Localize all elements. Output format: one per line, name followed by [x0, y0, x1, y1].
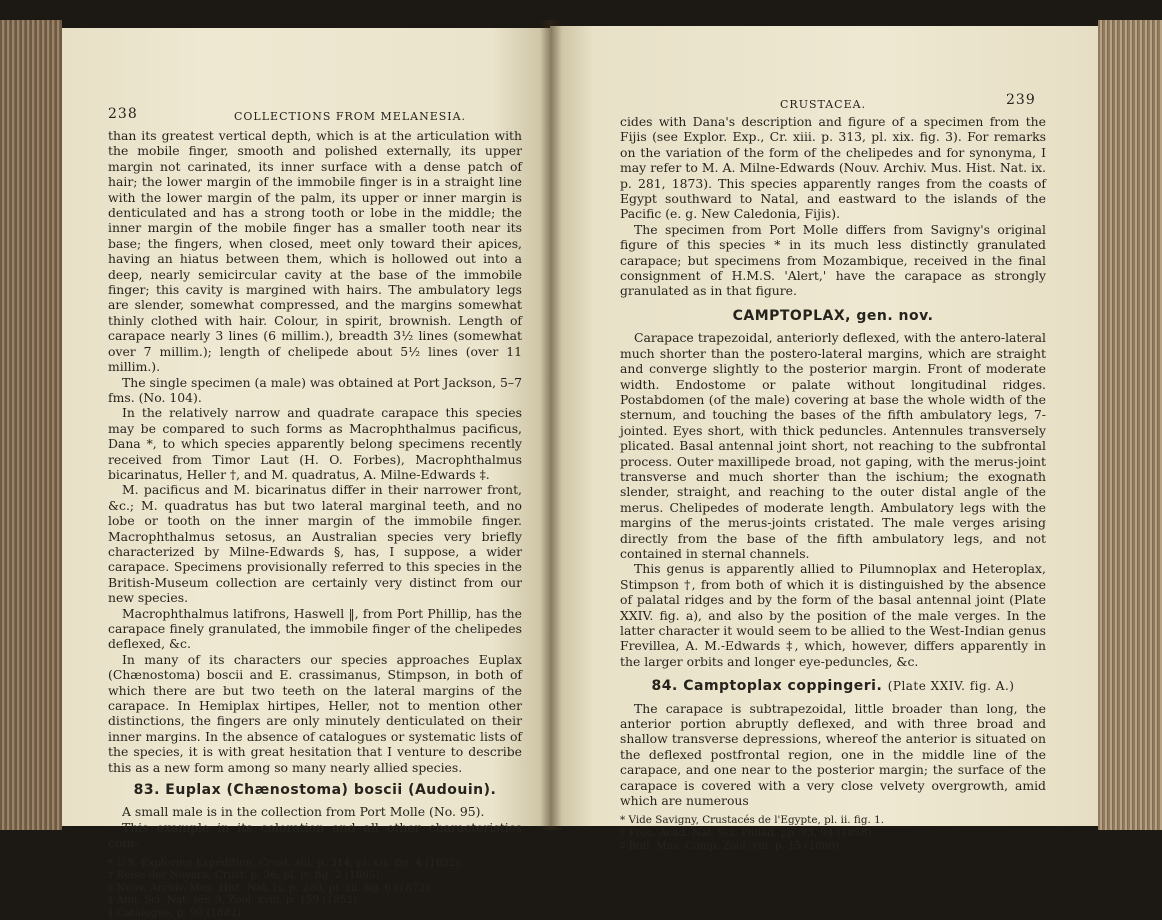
right-page: [550, 26, 1098, 852]
left-footnote-4: § Ann. Sci. Nat. sér. 3, Zool. xviii. p. 159 (1852).: [108, 894, 361, 907]
genus-paragraph-1: Carapace trapezoidal, anteriorly deflexed, with the antero-lateral much shorter than the postero-lateral margins, which are straight and converge slightly to the posterior margin. Front of moderate width. Endostome or palate without longitudinal ridges. Postabdomen (of the male) covering at base the whole width of the sternum, and touching the bases of the fifth ambulatory legs, 7-jointed. Eyes short, with thick peduncles. Antennules transversely plicated. Basal antennal joint short, not reaching to the subfrontal process. Outer maxillipede broad, not gaping, with the merus-joint transverse and much shorter than the ischium; the exognath slender, straight, and reaching to the outer distal angle of the merus. Chelipedes of moderate length. Ambulatory legs with the margins of the merus-joints cristated. The male verges arising directly from the base of the fifth ambulatory legs, and not contained in sternal channels.: [620, 330, 1046, 561]
left-section-title: 83. Euplax (Chænostoma) boscii (Audouin).: [133, 782, 497, 799]
book-right-page-edges: [1098, 20, 1162, 830]
left-paragraph-6: In many of its characters our species approaches Euplax (Chænostoma) boscii and E. crassimanus, Stimpson, in both of which there are but two teeth on the lateral margins of the carapace. In Hemiplax hirtipes, Heller, not to mention other distinctions, the fingers are only minutely denticulated on their inner margins. In the absence of catalogues or systematic lists of the species, it is with great hesitation that I venture to describe this as a new form among so many nearly allied species.: [108, 651, 522, 775]
left-paragraph-8: This example in its coloration and all other characteristics coin-: [108, 819, 522, 851]
right-section-title-text: 84. Camptoplax coppingeri.: [651, 678, 883, 695]
right-paragraph-3: The carapace is subtrapezoidal, little broader than long, the anterior portion abruptly deflexed, and with three broad and shallow transverse depressions, whereof the anterior is situated on the deflexed postfrontal region, one in the middle line of the carapace, and one near to the posterior margin; the surface of the carapace is covered with a very close velvety overgrowth, amid which are numerous: [620, 700, 1046, 809]
left-paragraph-4: M. pacificus and M. bicarinatus differ in their narrower front, &c.; M. quadratus has but two lateral marginal teeth, and no lobe or tooth on the inner margin of the immobile finger. Macrophthalmus setosus, an Australian species very briefly characterized by Milne-Edwards §, has, I suppose, a wider carapace. Specimens provisionally referred to this species in the British-Museum collection are certainly very distinct from our new species.: [108, 482, 522, 606]
left-page: [62, 28, 550, 920]
right-footnote-1: * Vide Savigny, Crustacés de l'Egypte, pl. ii. fig. 1.: [620, 814, 885, 827]
genus-paragraph-2: This genus is apparently allied to Pilumnoplax and Heteroplax, Stimpson †, from both of which it is distinguished by the absence of palatal ridges and by the form of the basal antennal joint (Plate XXIV. fig. a), and also by the position of the male verges. In the latter character it would seem to be allied to the West-Indian genus Frevillea, A. M.-Edwards ‡, which, however, differs apparently in the larger orbits and longer eye-peduncles, &c.: [620, 561, 1046, 669]
left-paragraph-7: A small male is in the collection from Port Molle (No. 95).: [122, 804, 485, 820]
book-left-page-edges: [0, 20, 62, 830]
left-paragraph-1: than its greatest vertical depth, which is at the articulation with the mobile finger, smooth and polished externally, its upper margin not carinated, its inner surface with a dense patch of hair; the lower margin of the immobile finger is in a straight line with the lower margin of the palm, its upper or inner margin is denticulated and has a strong tooth or lobe in the middle; the inner margin of the mobile finger has a smaller tooth near its base; the fingers, when closed, meet only toward their apices, having an hiatus between them, which is hollowed out into a deep, nearly semicircular cavity at the base of the immobile finger; this cavity is margined with hairs. The ambulatory legs are slender, somewhat compressed, and the margins somewhat thinly clothed with hair. Colour, in spirit, brownish. Length of carapace nearly 3 lines (6 millim.), breadth 3½ lines (somewhat over 7 millim.); length of chelipede about 5½ lines (over 11 millim.).: [108, 128, 522, 375]
left-paragraph-2: The single specimen (a male) was obtained at Port Jackson, 5–7 fms. (No. 104).: [108, 374, 522, 405]
right-page-number: 239: [1006, 92, 1036, 108]
left-footnotes: [108, 857, 522, 920]
genus-title: CAMPTOPLAX, gen. nov.: [732, 307, 934, 324]
right-section-plate: (Plate XXIV. fig. A.): [887, 679, 1015, 694]
right-footnote-2: † Proc. Acad. Nat. Sci. Philad. pp. 93, 94 (1858).: [620, 827, 875, 840]
left-running-head: COLLECTIONS FROM MELANESIA.: [234, 110, 467, 123]
left-paragraph-5: Macrophthalmus latifrons, Haswell ‖, from Port Phillip, has the carapace finely granulated, the immobile finger of the chelipedes deflexed, &c.: [108, 605, 522, 652]
right-footnotes: [620, 814, 1046, 852]
left-paragraph-3: In the relatively narrow and quadrate carapace this species may be compared to such forms as Macrophthalmus pacificus, Dana *, to which species apparently belong specimens recently received from Timor Laut (H. O. Forbes), Macrophthalmus bicarinatus, Heller †, and M. quadratus, A. Milne-Edwards ‡.: [108, 405, 522, 482]
right-footnote-3: ‡ Bull. Mus. Comp. Zool. viii. p. 15 (1880).: [620, 839, 843, 852]
right-text-column: [620, 114, 1046, 852]
left-footnote-1: * U.S. Exploring Expedition, Crust. xiii. p. 314, pl. xix. fig. 4 (1852).: [108, 856, 463, 869]
left-text-column: [108, 128, 522, 920]
left-footnote-3: ‡ Nouv. Archiv. Mus. Hist. Nat. ix. p. 280, pl. xii. fig. 6 (1873).: [108, 881, 433, 894]
right-paragraph-1: cides with Dana's description and figure of a specimen from the Fijis (see Explor. Exp., Cr. xiii. p. 313, pl. xix. fig. 3). For remarks on the variation of the form of the chelipedes and for synonyma, I may refer to M. A. Milne-Edwards (Nouv. Archiv. Mus. Hist. Nat. ix. p. 281, 1873). This species apparently ranges from the coasts of Egypt southward to Natal, and eastward to the islands of the Pacific (e. g. New Caledonia, Fijis).: [620, 114, 1046, 222]
left-footnote-5: ‖ Catalogue, p. 90 (1882).: [108, 907, 245, 920]
left-footnote-2: † Reise der Novara, Crust. p. 36, pl. iv. fig. 2 (1865).: [108, 869, 383, 882]
book-gutter-shadow: [540, 20, 562, 830]
right-paragraph-2: The specimen from Port Molle differs from Savigny's original figure of this species * in its much less distinctly granulated carapace; but specimens from Mozambique, received in the final consignment of H.M.S. 'Alert,' have the carapace as strongly granulated as in that figure.: [620, 221, 1046, 299]
right-running-head: CRUSTACEA.: [780, 98, 867, 111]
left-page-number: 238: [108, 106, 138, 122]
right-section-title: [620, 679, 1046, 694]
